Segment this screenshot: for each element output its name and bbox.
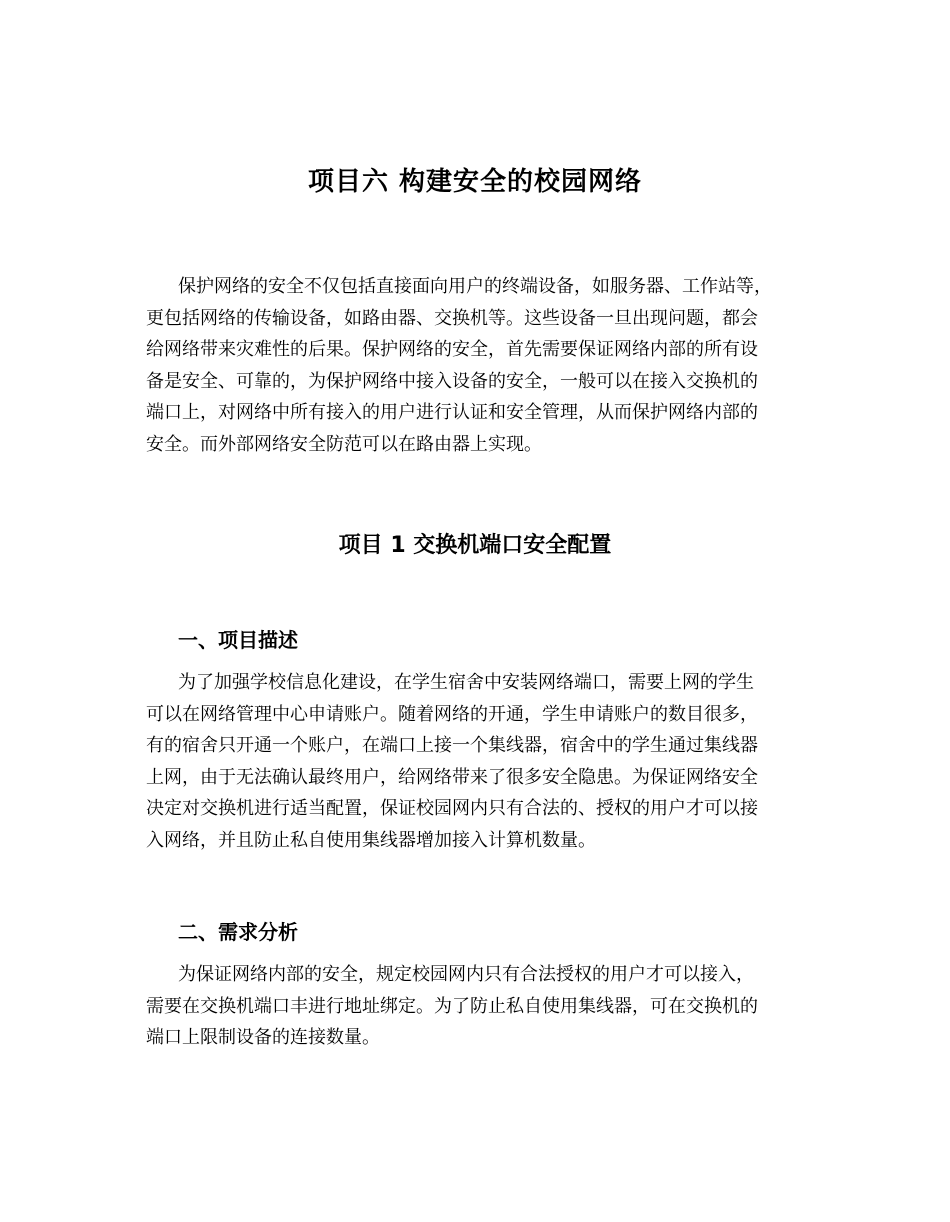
intro-line: 更包括网络的传输设备，如路由器、交换机等。这些设备一旦出现问题，都会 <box>146 307 758 329</box>
section-heading-analysis: 二、需求分析 <box>178 920 298 944</box>
description-line: 可以在网络管理中心申请账户。随着网络的开通，学生申请账户的数目很多， <box>146 703 758 725</box>
intro-line: 安全。而外部网络安全防范可以在路由器上实现。 <box>146 433 542 455</box>
section-heading-description: 一、项目描述 <box>178 628 298 652</box>
description-line: 有的宿舍只开通一个账户，在端口上接一个集线器，宿舍中的学生通过集线器 <box>146 735 758 756</box>
analysis-paragraph <box>146 959 826 1054</box>
intro-paragraph <box>146 271 826 460</box>
intro-line: 给网络带来灾难性的后果。保护网络的安全，首先需要保证网络内部的所有设 <box>146 339 758 360</box>
intro-line: 备是安全、可靠的，为保护网络中接入设备的安全，一般可以在接入交换机的 <box>146 370 758 392</box>
chapter-title: 项目六 构建安全的校园网络 <box>307 167 643 197</box>
analysis-line: 端口上限制设备的连接数量。 <box>146 1027 380 1048</box>
project-title: 项目 1 交换机端口安全配置 <box>338 533 612 558</box>
intro-line: 端口上，对网络中所有接入的用户进行认证和安全管理，从而保护网络内部的 <box>146 402 758 423</box>
description-line: 为了加强学校信息化建设，在学生宿舍中安装网络端口，需要上网的学生 <box>178 672 754 693</box>
description-line: 上网，由于无法确认最终用户，给网络带来了很多安全隐患。为保证网络安全 <box>146 766 758 788</box>
description-paragraph <box>146 667 826 856</box>
description-line: 入网络，并且防止私自使用集线器增加接入计算机数量。 <box>146 829 596 851</box>
description-line: 决定对交换机进行适当配置，保证校园网内只有合法的、授权的用户才可以接 <box>146 798 758 819</box>
analysis-line: 需要在交换机端口丰进行地址绑定。为了防止私自使用集线器，可在交换机的 <box>146 995 758 1017</box>
analysis-line: 为保证网络内部的安全，规定校园网内只有合法授权的用户才可以接入， <box>178 964 754 985</box>
intro-line: 保护网络的安全不仅包括直接面向用户的终端设备，如服务器、工作站等， <box>178 276 772 297</box>
